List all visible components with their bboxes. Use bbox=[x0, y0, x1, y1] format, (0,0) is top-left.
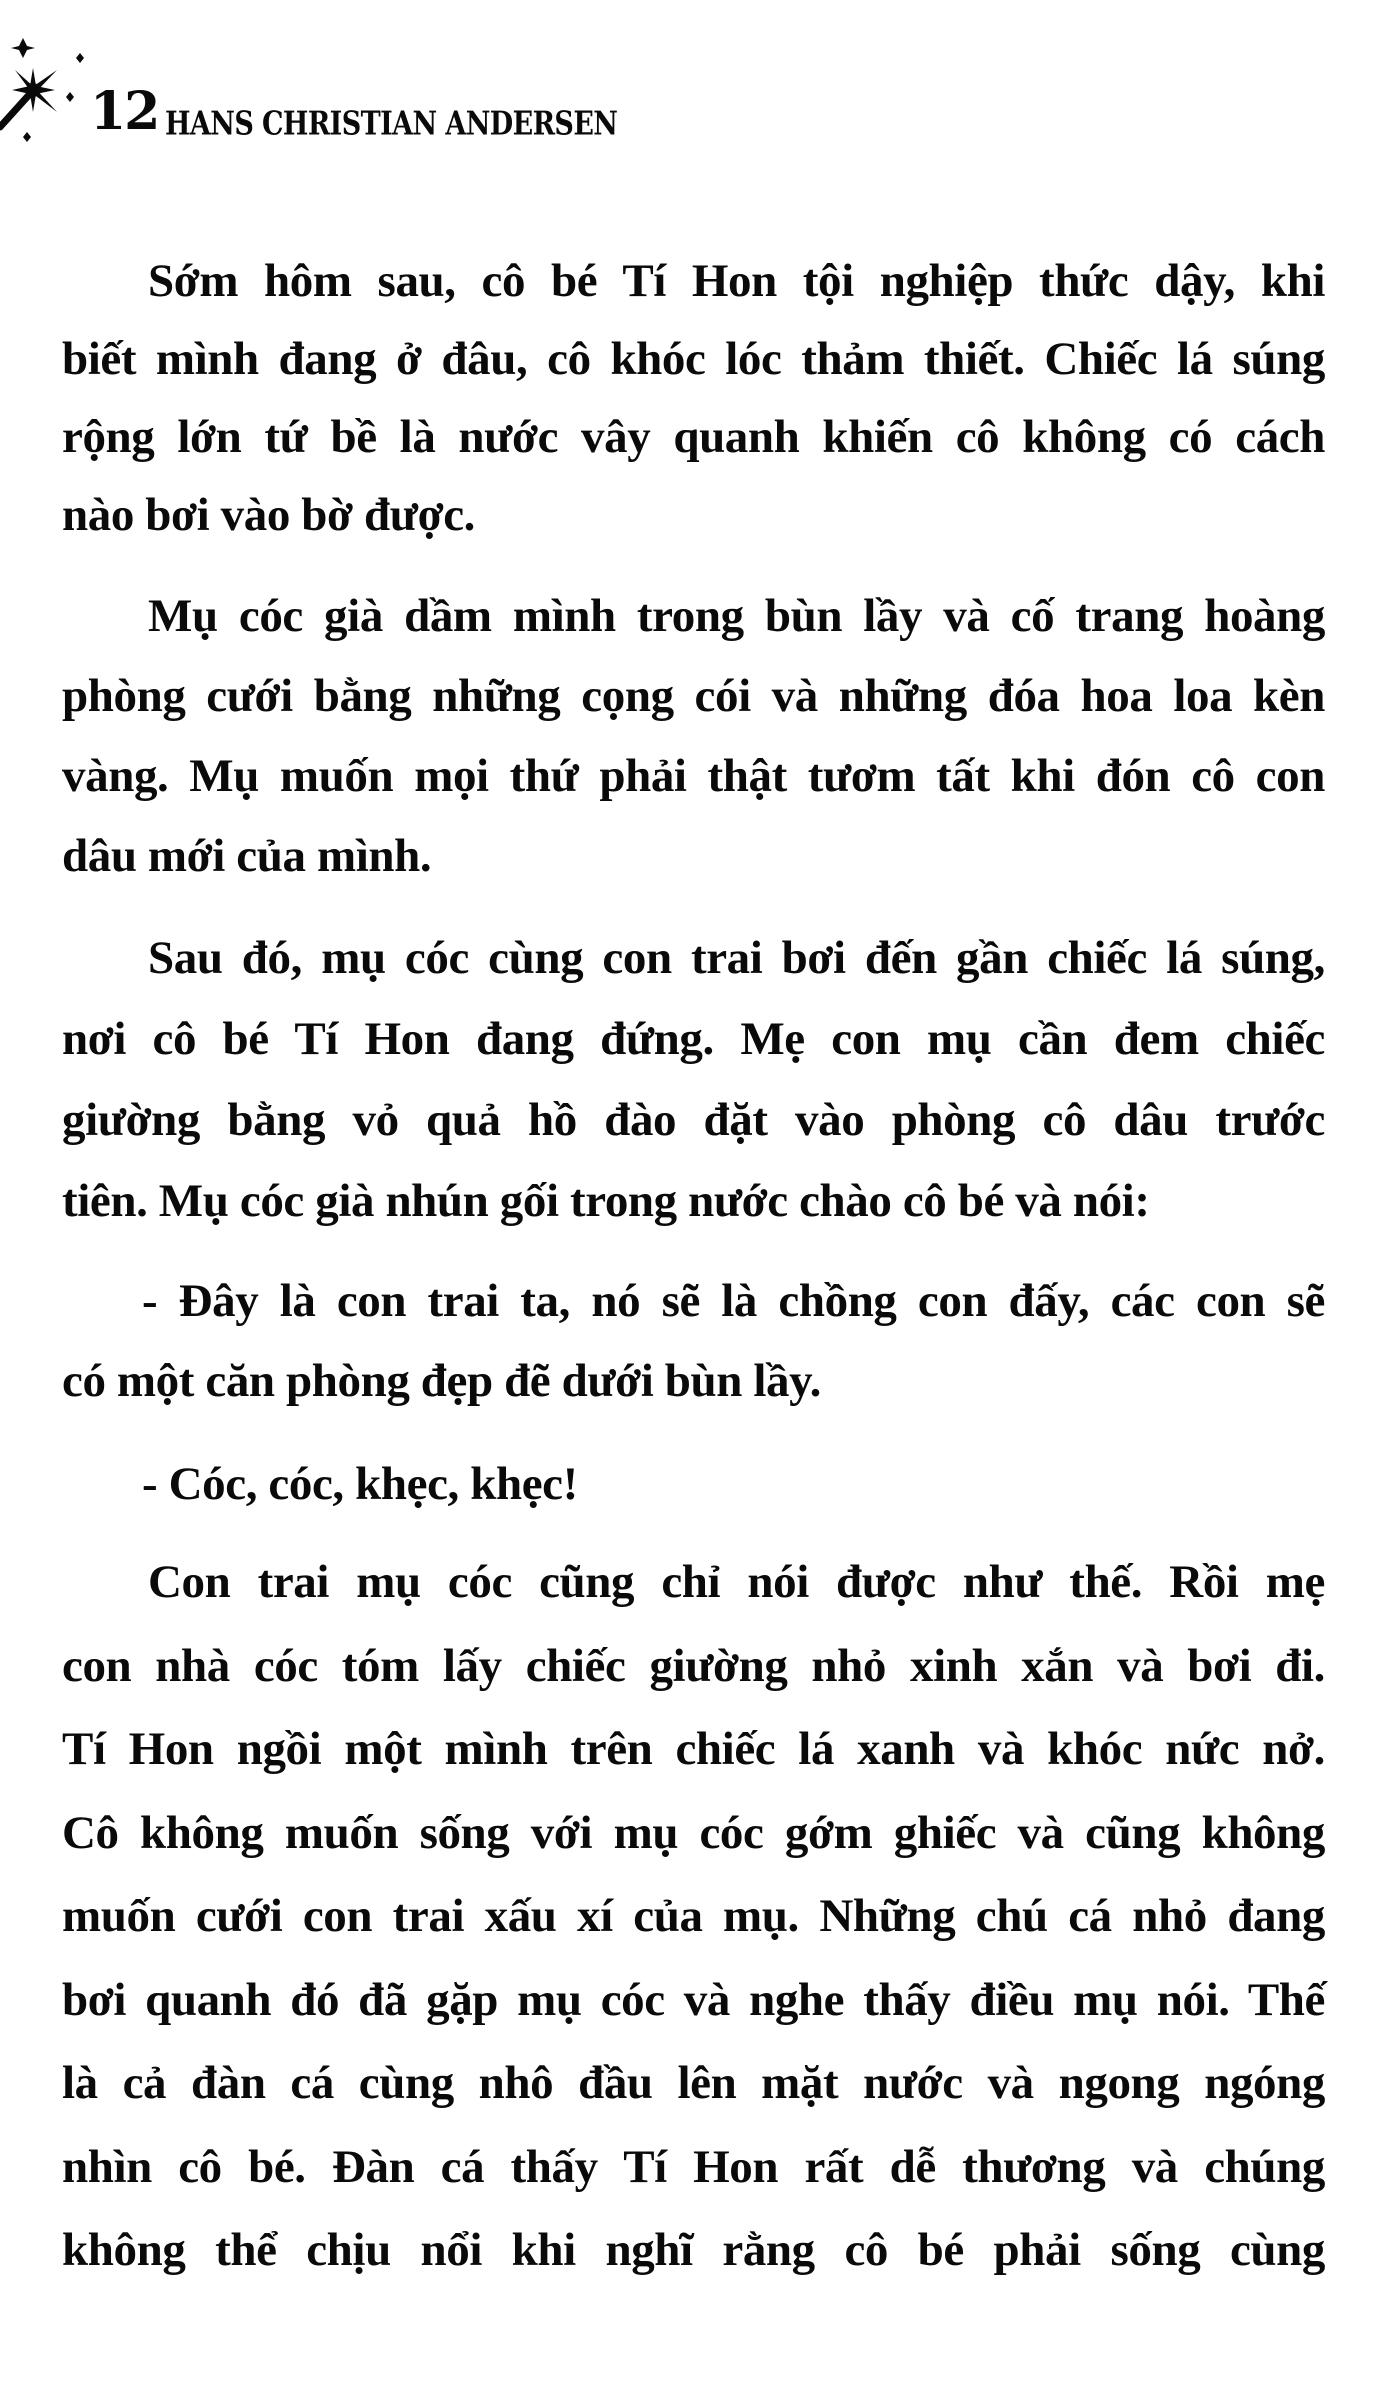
text-line: con nhà cóc tóm lấy chiếc giường nhỏ xinh xắn và bơi đi. bbox=[62, 1639, 1325, 1692]
text-line: tiên. Mụ cóc già nhún gối trong nước chào cô bé và nói: bbox=[62, 1175, 1150, 1227]
text-line: muốn cưới con trai xấu xí của mụ. Những chú cá nhỏ đang bbox=[62, 1890, 1325, 1942]
text-line: nhìn cô bé. Đàn cá thấy Tí Hon rất dễ thương và chúng bbox=[62, 2140, 1325, 2193]
running-head-author: HANS CHRISTIAN ANDERSEN bbox=[165, 105, 618, 143]
text-line: phòng cưới bằng những cọng cói và những đóa hoa loa kèn bbox=[62, 670, 1325, 722]
dialogue-1 bbox=[62, 1261, 1325, 1421]
text-line: Sớm hôm sau, cô bé Tí Hon tội nghiệp thức dậy, khi bbox=[148, 255, 1325, 307]
text-line: Cô không muốn sống với mụ cóc gớm ghiếc và cũng không bbox=[62, 1806, 1325, 1859]
text-line: Mụ cóc già dầm mình trong bùn lầy và cố trang hoàng bbox=[148, 590, 1325, 642]
text-line: rộng lớn tứ bề là nước vây quanh khiến cô không có cách bbox=[62, 411, 1325, 463]
text-line: vàng. Mụ muốn mọi thứ phải thật tươm tất khi đón cô con bbox=[62, 750, 1325, 802]
text-line: Tí Hon ngồi một mình trên chiếc lá xanh và khóc nức nở. bbox=[62, 1723, 1325, 1775]
paragraph-1 bbox=[62, 242, 1325, 554]
text-line: biết mình đang ở đâu, cô khóc lóc thảm thiết. Chiếc lá súng bbox=[62, 333, 1325, 385]
text-line: bơi quanh đó đã gặp mụ cóc và nghe thấy điều mụ nói. Thế bbox=[62, 1973, 1325, 2026]
paragraph-3 bbox=[62, 918, 1325, 1242]
text-line: Sau đó, mụ cóc cùng con trai bơi đến gần chiếc lá súng, bbox=[148, 932, 1325, 984]
text-line: dâu mới của mình. bbox=[62, 830, 432, 882]
text-line: - Cóc, cóc, khẹc, khẹc! bbox=[142, 1458, 578, 1510]
paragraph-4 bbox=[62, 1541, 1325, 2293]
dialogue-2 bbox=[62, 1444, 1325, 1524]
paragraph-2 bbox=[62, 576, 1325, 896]
text-line: nơi cô bé Tí Hon đang đứng. Mẹ con mụ cần đem chiếc bbox=[62, 1013, 1325, 1065]
text-line: nào bơi vào bờ được. bbox=[62, 489, 476, 541]
text-line: Con trai mụ cóc cũng chỉ nói được như thế. Rồi mẹ bbox=[148, 1556, 1325, 1608]
text-line: là cả đàn cá cùng nhô đầu lên mặt nước và ngong ngóng bbox=[62, 2057, 1325, 2109]
text-line: - Đây là con trai ta, nó sẽ là chồng con đấy, các con sẽ bbox=[142, 1275, 1325, 1327]
page-number: 12 bbox=[90, 81, 159, 142]
text-line: giường bằng vỏ quả hồ đào đặt vào phòng cô dâu trước bbox=[62, 1094, 1325, 1146]
magic-wand-sparkles-icon bbox=[0, 30, 100, 150]
text-line: có một căn phòng đẹp đẽ dưới bùn lầy. bbox=[62, 1355, 821, 1407]
text-line: không thể chịu nổi khi nghĩ rằng cô bé phải sống cùng bbox=[62, 2224, 1325, 2276]
